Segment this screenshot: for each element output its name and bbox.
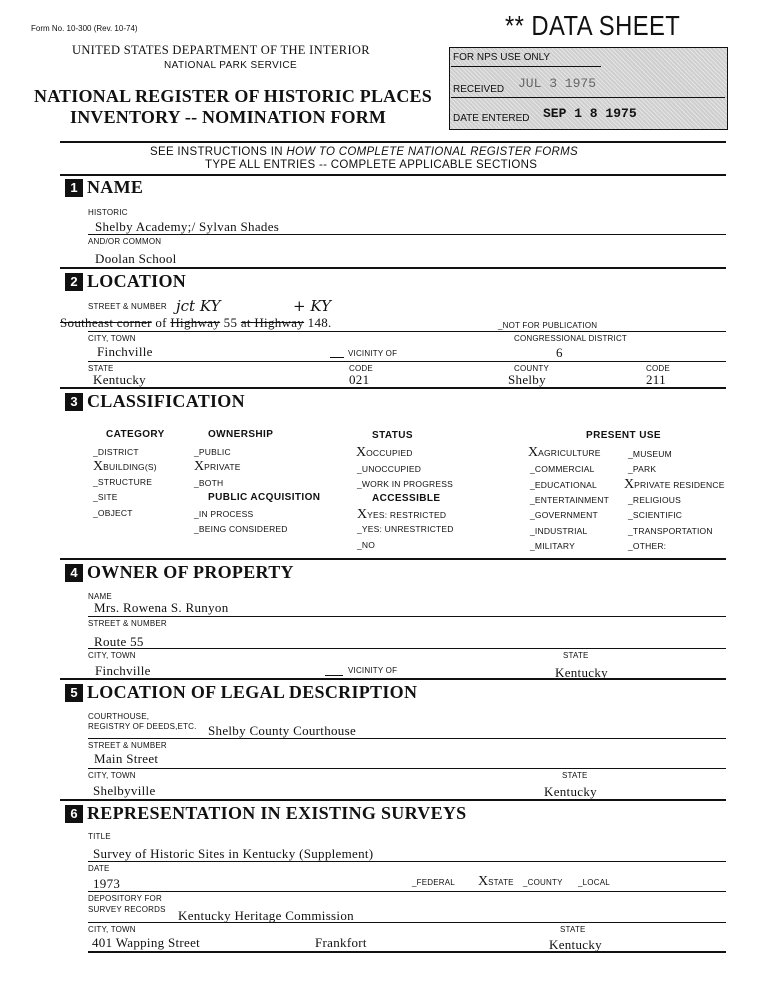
- owner-state-label: STATE: [563, 651, 589, 660]
- depository-value: Kentucky Heritage Commission: [178, 908, 354, 923]
- instructions-line: SEE INSTRUCTIONS IN HOW TO COMPLETE NATIONAL REGISTER FORMS: [150, 146, 578, 158]
- code2-label: CODE: [646, 364, 670, 373]
- section-1-number: 1: [65, 179, 83, 197]
- survey-state[interactable]: XSTATE: [478, 874, 514, 889]
- legal-street-value: Main Street: [94, 751, 159, 766]
- courthouse-value: Shelby County Courthouse: [208, 723, 357, 738]
- accessible-yes-restricted[interactable]: XYES: RESTRICTED: [357, 507, 447, 522]
- street-label: STREET & NUMBER: [88, 302, 167, 311]
- survey-local[interactable]: _LOCAL: [578, 878, 610, 887]
- street-value: Southeast corner of Highway 55 at Highway 148.: [60, 315, 332, 330]
- section-4-title: OWNER OF PROPERTY: [87, 562, 294, 582]
- status-work-in-progress[interactable]: _WORK IN PROGRESS: [357, 479, 453, 489]
- accessible-no[interactable]: _NO: [357, 540, 376, 550]
- owner-name-value: Mrs. Rowena S. Runyon: [94, 600, 229, 615]
- survey-date-value: 1973: [93, 876, 121, 891]
- survey-title-value: Survey of Historic Sites in Kentucky (Supplement): [93, 846, 374, 861]
- category-structure[interactable]: _STRUCTURE: [93, 477, 153, 487]
- legal-street-label: STREET & NUMBER: [88, 741, 167, 750]
- ownership-both[interactable]: _BOTH: [194, 478, 224, 488]
- survey-federal[interactable]: _FEDERAL: [412, 878, 455, 887]
- courthouse-label: COURTHOUSE,: [88, 712, 150, 721]
- section-6-title: REPRESENTATION IN EXISTING SURVEYS: [87, 803, 467, 823]
- data-sheet-heading: ** DATA SHEET: [505, 10, 681, 41]
- survey-county[interactable]: _COUNTY: [523, 878, 563, 887]
- legal-state-value: Kentucky: [544, 784, 597, 799]
- handwritten-ky: + KY: [293, 297, 332, 315]
- section-5-number: 5: [65, 684, 83, 702]
- accessible-header: ACCESSIBLE: [372, 493, 441, 504]
- survey-street-value: 401 Wapping Street: [92, 935, 201, 950]
- survey-date-label: DATE: [88, 864, 110, 873]
- use-government[interactable]: _GOVERNMENT: [530, 510, 598, 520]
- state-value: Kentucky: [93, 372, 146, 387]
- registry-label: REGISTRY OF DEEDS,ETC.: [88, 722, 197, 731]
- owner-name-label: NAME: [88, 592, 112, 601]
- use-park[interactable]: _PARK: [628, 464, 657, 474]
- vicinity-label: VICINITY OF: [348, 349, 398, 358]
- common-label: AND/OR COMMON: [88, 237, 162, 246]
- service-name: NATIONAL PARK SERVICE: [164, 60, 298, 71]
- ownership-public[interactable]: _PUBLIC: [194, 447, 231, 457]
- historic-value: Shelby Academy;/ Sylvan Shades: [95, 219, 280, 234]
- section-4-number: 4: [65, 564, 83, 582]
- received-label: RECEIVED: [453, 84, 505, 95]
- department-name: UNITED STATES DEPARTMENT OF THE INTERIOR: [72, 43, 370, 57]
- use-other[interactable]: _OTHER:: [628, 541, 667, 551]
- survey-records-label: SURVEY RECORDS: [88, 905, 166, 914]
- city-label: CITY, TOWN: [88, 334, 136, 343]
- nps-label: FOR NPS USE ONLY: [453, 52, 551, 63]
- present-use-header: PRESENT USE: [586, 430, 661, 441]
- legal-state-label: STATE: [562, 771, 588, 780]
- use-transportation[interactable]: _TRANSPORTATION: [628, 526, 713, 536]
- historic-label: HISTORIC: [88, 208, 128, 217]
- category-site[interactable]: _SITE: [93, 492, 118, 502]
- category-buildings[interactable]: XBUILDING(S): [93, 459, 157, 474]
- section-5-title: LOCATION OF LEGAL DESCRIPTION: [87, 682, 418, 702]
- acq-in-process[interactable]: _IN PROCESS: [194, 509, 254, 519]
- public-acquisition-header: PUBLIC ACQUISITION: [208, 492, 321, 503]
- state-label: STATE: [88, 364, 114, 373]
- category-district[interactable]: _DISTRICT: [93, 447, 139, 457]
- code-value: 021: [349, 372, 370, 387]
- form-number: Form No. 10-300 (Rev. 10-74): [31, 24, 138, 33]
- use-private-residence[interactable]: XPRIVATE RESIDENCE: [624, 477, 725, 492]
- accessible-yes-unrestricted[interactable]: _YES: UNRESTRICTED: [357, 524, 454, 534]
- survey-state-value: Kentucky: [549, 937, 602, 952]
- city-value: Finchville: [97, 344, 153, 359]
- county-label: COUNTY: [514, 364, 549, 373]
- not-for-publication: _NOT FOR PUBLICATION: [498, 321, 598, 330]
- survey-state-label: STATE: [560, 925, 586, 934]
- section-2-number: 2: [65, 273, 83, 291]
- category-object[interactable]: _OBJECT: [93, 508, 133, 518]
- section-6-number: 6: [65, 805, 83, 823]
- ownership-private[interactable]: XPRIVATE: [194, 459, 241, 474]
- use-religious[interactable]: _RELIGIOUS: [628, 495, 682, 505]
- use-commercial[interactable]: _COMMERCIAL: [530, 464, 595, 474]
- use-agriculture[interactable]: XAGRICULTURE: [528, 445, 601, 460]
- congress-label: CONGRESSIONAL DISTRICT: [514, 334, 628, 343]
- status-header: STATUS: [372, 430, 413, 441]
- date-entered-stamp: SEP 1 8 1975: [543, 106, 637, 121]
- survey-city-label: CITY, TOWN: [88, 925, 136, 934]
- owner-street-value: Route 55: [94, 634, 144, 649]
- form-title: NATIONAL REGISTER OF HISTORIC PLACES: [34, 86, 432, 106]
- type-all-line: TYPE ALL ENTRIES -- COMPLETE APPLICABLE SECTIONS: [205, 159, 538, 171]
- congress-value: 6: [556, 345, 563, 360]
- use-entertainment[interactable]: _ENTERTAINMENT: [530, 495, 609, 505]
- owner-city-label: CITY, TOWN: [88, 651, 136, 660]
- ownership-header: OWNERSHIP: [208, 429, 274, 440]
- owner-city-value: Finchville: [95, 663, 151, 678]
- handwritten-jct: jct KY: [176, 297, 221, 315]
- form-subtitle: INVENTORY -- NOMINATION FORM: [70, 107, 387, 127]
- depository-label: DEPOSITORY FOR: [88, 894, 162, 903]
- use-scientific[interactable]: _SCIENTIFIC: [628, 510, 683, 520]
- category-header: CATEGORY: [106, 429, 165, 440]
- survey-title-label: TITLE: [88, 832, 111, 841]
- use-educational[interactable]: _EDUCATIONAL: [530, 480, 597, 490]
- use-industrial[interactable]: _INDUSTRIAL: [530, 526, 588, 536]
- owner-vicinity-label: VICINITY OF: [348, 666, 398, 675]
- use-military[interactable]: _MILITARY: [530, 541, 575, 551]
- section-1-title: NAME: [87, 177, 144, 197]
- received-stamp: JUL 3 1975: [518, 76, 597, 91]
- status-unoccupied[interactable]: _UNOCCUPIED: [357, 464, 422, 474]
- legal-city-value: Shelbyville: [93, 783, 156, 798]
- section-3-title: CLASSIFICATION: [87, 391, 245, 411]
- legal-city-label: CITY, TOWN: [88, 771, 136, 780]
- common-value: Doolan School: [95, 251, 177, 266]
- code-label: CODE: [349, 364, 373, 373]
- status-occupied[interactable]: XOCCUPIED: [356, 445, 413, 460]
- section-3-number: 3: [65, 393, 83, 411]
- county-value: Shelby: [508, 372, 546, 387]
- code2-value: 211: [646, 372, 666, 387]
- owner-state-value: Kentucky: [555, 665, 608, 680]
- use-museum[interactable]: _MUSEUM: [628, 449, 672, 459]
- section-2-title: LOCATION: [87, 271, 187, 291]
- date-entered-label: DATE ENTERED: [453, 113, 530, 124]
- acq-being-considered[interactable]: _BEING CONSIDERED: [194, 524, 288, 534]
- survey-city-value: Frankfort: [315, 935, 367, 950]
- owner-street-label: STREET & NUMBER: [88, 619, 167, 628]
